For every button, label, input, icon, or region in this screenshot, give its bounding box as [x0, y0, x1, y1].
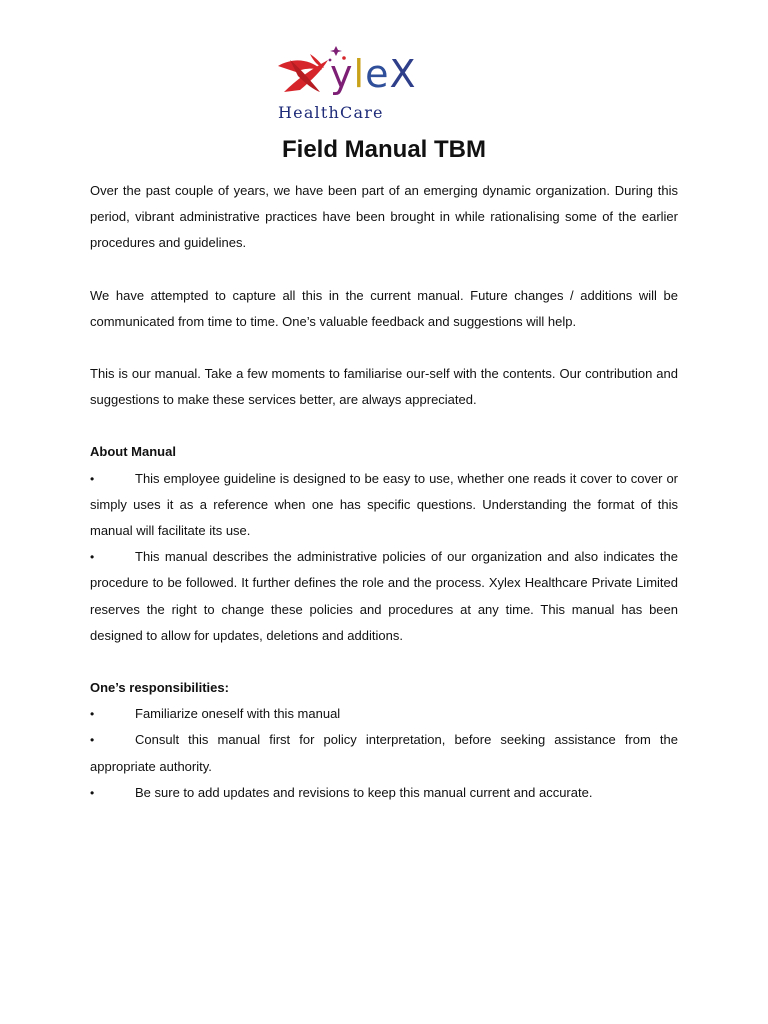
document-title: Field Manual TBM [282, 136, 486, 163]
intro-paragraph: This is our manual. Take a few moments to familiarise our-self with the contents. Our contribution and suggestions to make these services better, are always appreciated. [90, 366, 678, 408]
bullet-text: This manual describes the administrative policies of our organization and also indicates the procedure to be followed. It further defines the role and the process. Xylex Healthcare Private Limited reserves the right to change these policies and procedures at any time. This manual has been designed to allow for updates, deletions and additions. [90, 549, 678, 643]
bullet-icon: • [90, 707, 95, 722]
about-bullet-item [90, 466, 678, 545]
responsibilities-heading: One’s responsibilities: [90, 680, 229, 696]
logo-letter-l: l [353, 52, 366, 96]
intro-paragraph: Over the past couple of years, we have been part of an emerging dynamic organization. During this period, vibrant administrative practices have been brought in while rationalising some of the earlier procedures and guidelines. [90, 183, 678, 251]
about-bullet-item [90, 544, 678, 649]
responsibility-bullet-item [90, 780, 678, 806]
bullet-text: Consult this manual first for policy interpretation, before seeking assistance from the appropriate authority. [90, 732, 678, 774]
document-body [90, 178, 678, 806]
bullet-icon: • [90, 785, 95, 800]
logo-letter-y: y [330, 52, 354, 96]
intro-paragraph: We have attempted to capture all this in the current manual. Future changes / additions will be communicated from time to time. One’s valuable feedback and suggestions will help. [90, 287, 678, 329]
logo-subtitle: HealthCare [278, 103, 384, 122]
bullet-icon: • [90, 550, 95, 565]
bullet-text: This employee guideline is designed to be easy to use, whether one reads it cover to cover or simply uses it as a reference when one has specific questions. Understanding the format of this manual will facilitate its use. [90, 470, 678, 539]
about-manual-heading: About Manual [90, 444, 176, 460]
responsibility-bullet-item [90, 727, 678, 779]
logo-letter-e: e [365, 52, 390, 96]
logo-letter-x: X [389, 52, 417, 96]
logo-wordmark [330, 52, 417, 96]
bullet-text: Familiarize oneself with this manual [135, 706, 341, 722]
bullet-icon: • [90, 733, 95, 748]
bullet-icon: • [90, 471, 95, 486]
xylex-logo [270, 40, 470, 126]
bullet-text: Be sure to add updates and revisions to keep this manual current and accurate. [135, 784, 593, 800]
responsibility-bullet-item [90, 701, 678, 727]
section-gap [90, 649, 678, 675]
